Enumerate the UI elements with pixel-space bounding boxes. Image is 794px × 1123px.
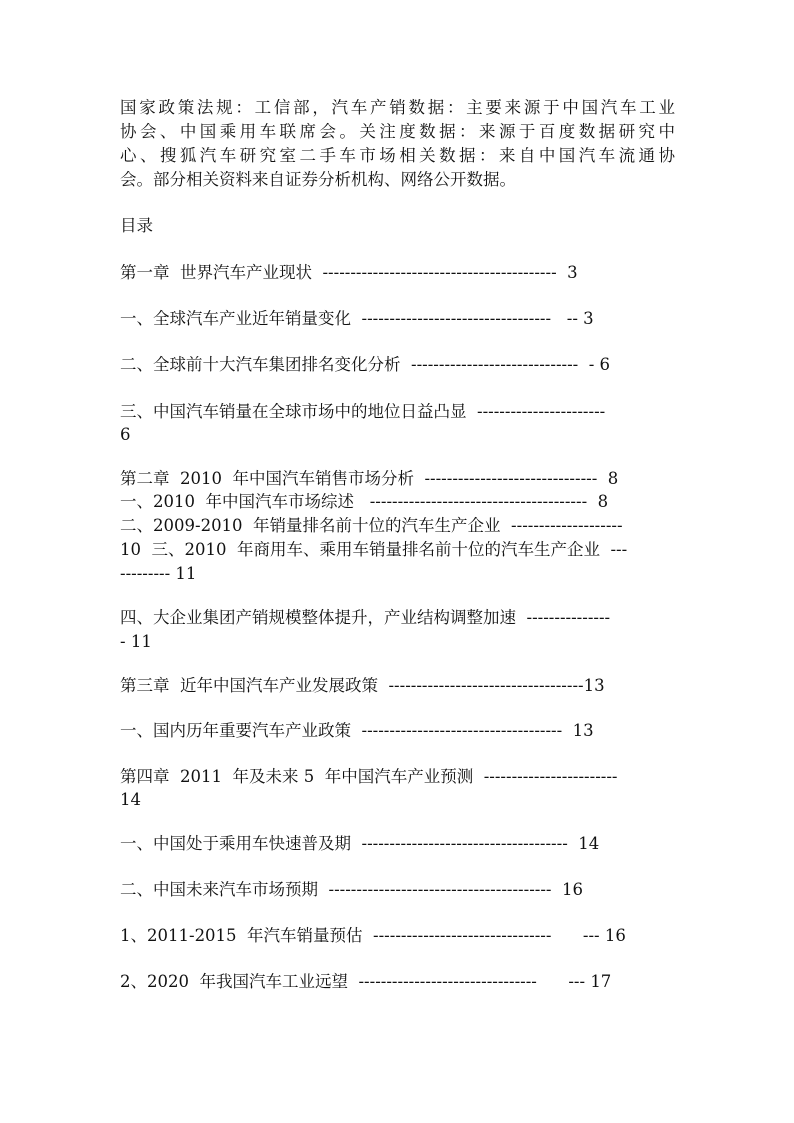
toc-entry-page: 14: [120, 790, 141, 809]
toc-entry: 二、2009-2010 年销量排名前十位的汽车生产企业 --------------------: [120, 516, 623, 535]
intro-line-1: 国家政策法规：工信部，汽车产销数据：主要来源于中国汽车工业: [120, 98, 675, 117]
toc-entry: 第一章 世界汽车产业现状 ------------------------------------------ 3: [120, 263, 578, 282]
toc-entry: 四、大企业集团产销规模整体提升，产业结构调整加速 ---------------: [120, 608, 611, 627]
toc-entry: 10 三、2010 年商用车、乘用车销量排名前十位的汽车生产企业 ---: [120, 540, 628, 559]
toc-entry: 一、2010 年中国汽车市场综述 --------------------------------------- 8: [120, 492, 609, 511]
toc-entry-page: - 11: [120, 632, 152, 651]
toc-heading: 目录: [120, 216, 153, 235]
intro-line-3: 心、搜狐汽车研究室二手车市场相关数据：来自中国汽车流通协: [120, 146, 675, 165]
toc-entry: 第二章 2010 年中国汽车销售市场分析 ------------------------------- 8: [120, 469, 619, 488]
toc-entry: 三、中国汽车销量在全球市场中的地位日益凸显 -----------------------: [120, 402, 606, 421]
toc-entry-page: 6: [120, 425, 131, 444]
toc-entry: 二、中国未来汽车市场预期 ---------------------------------------- 16: [120, 880, 583, 899]
intro-line-4: 会。部分相关资料来自证券分析机构、网络公开数据。: [120, 170, 516, 189]
toc-entry: 2、2020 年我国汽车工业远望 -------------------------------- --- 17: [120, 972, 612, 991]
toc-entry: 一、国内历年重要汽车产业政策 ------------------------------------ 13: [120, 721, 594, 740]
toc-entry: 一、中国处于乘用车快速普及期 ------------------------------------- 14: [120, 834, 600, 853]
toc-entry: 第四章 2011 年及未来 5 年中国汽车产业预测 ------------------------: [120, 767, 618, 786]
toc-entry: 第三章 近年中国汽车产业发展政策 -----------------------------------13: [120, 676, 605, 695]
toc-entry: 一、全球汽车产业近年销量变化 ---------------------------------- -- 3: [120, 309, 594, 328]
toc-entry-page: --------- 11: [120, 564, 197, 583]
intro-line-2: 协会、中国乘用车联席会。关注度数据：来源于百度数据研究中: [120, 122, 675, 141]
toc-entry: 1、2011-2015 年汽车销量预估 -------------------------------- --- 16: [120, 926, 626, 945]
toc-entry: 二、全球前十大汽车集团排名变化分析 ------------------------------ - 6: [120, 355, 611, 374]
